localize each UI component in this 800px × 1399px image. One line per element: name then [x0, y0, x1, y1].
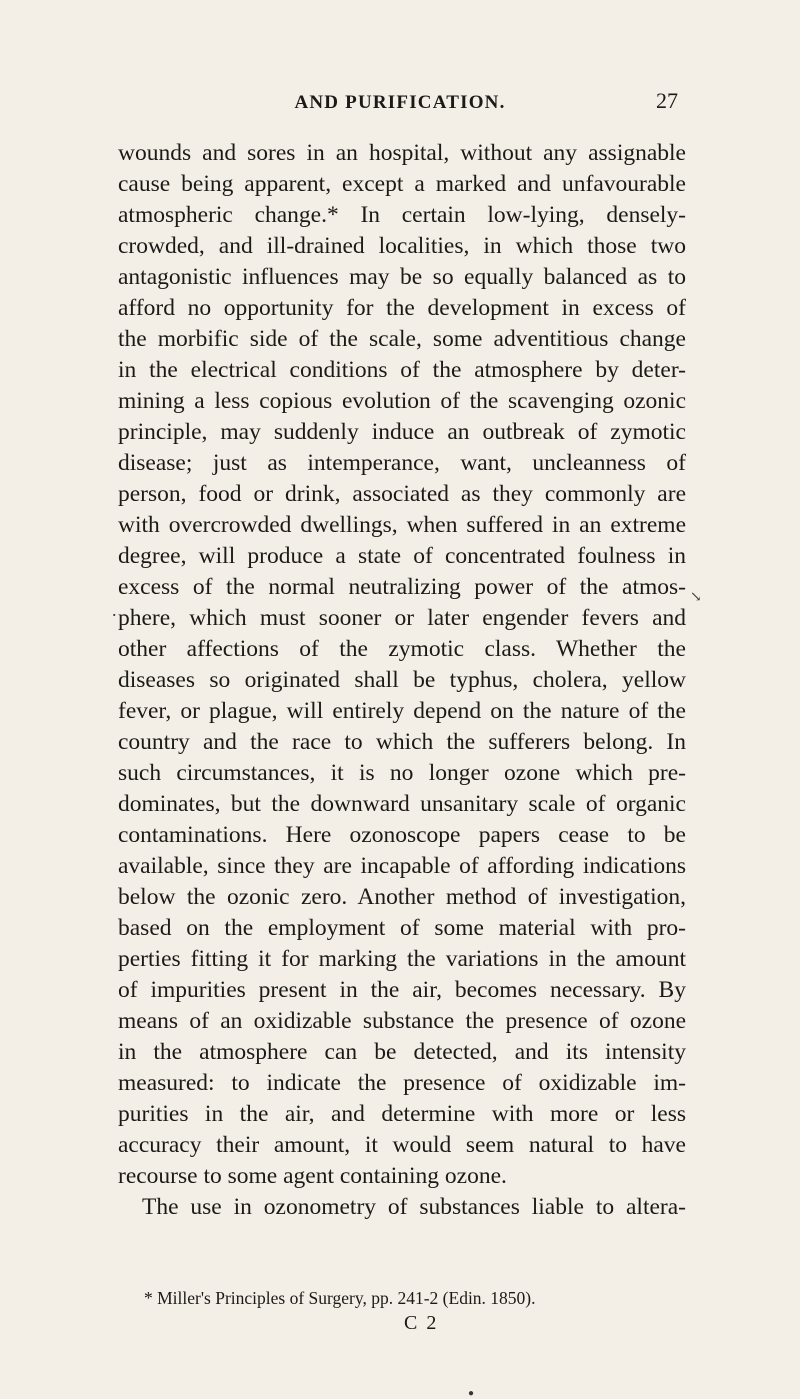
- stray-mark-icon: ↘: [690, 590, 702, 605]
- text-line: phere, which must sooner or later engender fevers and: [118, 605, 686, 631]
- text-line: recourse to some agent containing ozone.: [118, 1163, 507, 1189]
- text-line: measured: to indicate the presence of oxidizable im-: [118, 1070, 686, 1096]
- text-line: mining a less copious evolution of the scavenging ozonic: [118, 388, 686, 414]
- text-line: means of an oxidizable substance the presence of ozone: [118, 1008, 686, 1034]
- text-line: excess of the normal neutralizing power of the atmos-: [118, 574, 686, 600]
- text-line: atmospheric change.* In certain low-lying, densely-: [118, 202, 686, 228]
- text-line: of impurities present in the air, becomes necessary. By: [118, 977, 686, 1003]
- text-line: afford no opportunity for the development in excess of: [118, 295, 686, 321]
- stray-dot-icon: ●: [468, 1388, 475, 1399]
- text-line: below the ozonic zero. Another method of investigation,: [118, 884, 686, 910]
- text-line: such circumstances, it is no longer ozone which pre-: [118, 760, 686, 786]
- text-line: in the atmosphere can be detected, and its intensity: [118, 1039, 686, 1065]
- text-line: diseases so originated shall be typhus, cholera, yellow: [118, 667, 686, 693]
- text-line: disease; just as intemperance, want, uncleanness of: [118, 450, 686, 476]
- text-line: principle, may suddenly induce an outbreak of zymotic: [118, 419, 686, 445]
- text-line: the morbific side of the scale, some adventitious change: [118, 326, 686, 352]
- body-text: [118, 138, 686, 1223]
- running-title: AND PURIFICATION.: [294, 92, 506, 113]
- text-line: cause being apparent, except a marked and unfavourable: [118, 171, 686, 197]
- text-line: wounds and sores in an hospital, without any assignable: [118, 140, 686, 166]
- signature-mark: C 2: [404, 1312, 439, 1334]
- text-line: The use in ozonometry of substances liable to altera-: [142, 1194, 686, 1220]
- text-line: perties fitting it for marking the variations in the amount: [118, 946, 686, 972]
- running-head: [0, 88, 800, 122]
- text-line: accuracy their amount, it would seem natural to have: [118, 1132, 686, 1158]
- text-line: degree, will produce a state of concentrated foulness in: [118, 543, 686, 569]
- text-line: person, food or drink, associated as they commonly are: [118, 481, 686, 507]
- text-line: country and the race to which the sufferers belong. In: [118, 729, 686, 755]
- text-line: fever, or plague, will entirely depend on the nature of the: [118, 698, 686, 724]
- text-line: contaminations. Here ozonoscope papers cease to be: [118, 822, 686, 848]
- text-line: based on the employment of some material with pro-: [118, 915, 686, 941]
- text-line: other affections of the zymotic class. Whether the: [118, 636, 686, 662]
- text-line: antagonistic influences may be so equally balanced as to: [118, 264, 686, 290]
- stray-dot-icon: .: [112, 600, 117, 620]
- text-line: available, since they are incapable of affording indications: [118, 853, 686, 879]
- page-number: 27: [656, 88, 678, 113]
- text-line: dominates, but the downward unsanitary scale of organic: [118, 791, 686, 817]
- text-line: purities in the air, and determine with more or less: [118, 1101, 686, 1127]
- footnote: * Miller's Principles of Surgery, pp. 241-2 (Edin. 1850).: [144, 1288, 536, 1308]
- text-line: in the electrical conditions of the atmosphere by deter-: [118, 357, 686, 383]
- text-line: crowded, and ill-drained localities, in which those two: [118, 233, 686, 259]
- text-line: with overcrowded dwellings, when suffered in an extreme: [118, 512, 686, 538]
